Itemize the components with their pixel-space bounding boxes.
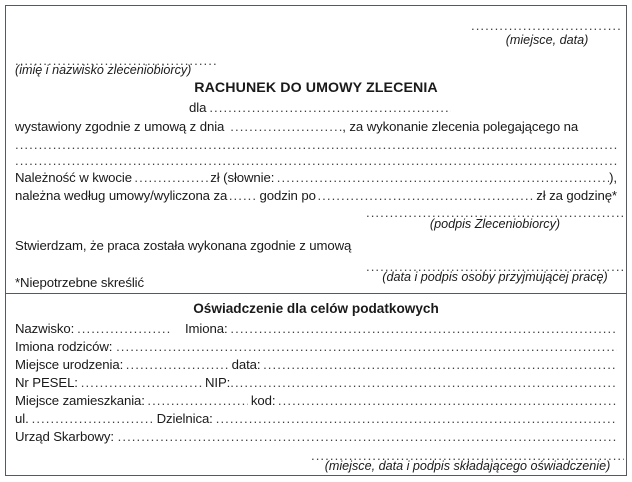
scope-field-1[interactable] bbox=[15, 136, 617, 153]
place-date-field[interactable] bbox=[471, 18, 623, 33]
amount-close-label: ), bbox=[609, 170, 617, 185]
residence-field[interactable] bbox=[147, 392, 248, 409]
pesel-label: Nr PESEL: bbox=[15, 375, 78, 390]
parents-names-field[interactable] bbox=[116, 338, 617, 355]
postal-code-label: kod: bbox=[250, 393, 276, 408]
scope-row-2 bbox=[6, 152, 626, 169]
document-frame bbox=[5, 5, 627, 476]
recipient-label: dla bbox=[189, 100, 207, 115]
surname-names-row bbox=[6, 320, 626, 337]
first-names-field[interactable] bbox=[230, 320, 617, 337]
declaration-section bbox=[6, 293, 626, 475]
recipient-field[interactable] bbox=[209, 99, 451, 116]
tax-office-label: Urząd Skarbowy: bbox=[15, 429, 114, 444]
street-label: ul. bbox=[15, 411, 29, 426]
first-names-label: Imiona: bbox=[184, 321, 228, 336]
footnote-text: *Niepotrzebne skreślić bbox=[15, 275, 144, 290]
scope-row-1 bbox=[6, 136, 626, 153]
hourly-label: należna według umowy/wyliczona za bbox=[15, 188, 228, 203]
birth-date-field[interactable] bbox=[263, 356, 617, 373]
amount-field[interactable] bbox=[134, 169, 207, 186]
issued-row bbox=[6, 118, 626, 135]
work-confirmation-row bbox=[6, 237, 626, 254]
declaration-title: Oświadczenie dla celów podatkowych bbox=[193, 301, 439, 316]
hourly-tail-label: zł za godzinę* bbox=[536, 188, 617, 203]
amount-label: Należność w kwocie bbox=[15, 170, 132, 185]
amount-in-words-field[interactable] bbox=[277, 169, 609, 186]
birth-row bbox=[6, 356, 626, 373]
birth-place-field[interactable] bbox=[126, 356, 229, 373]
pesel-field[interactable] bbox=[81, 374, 202, 391]
hourly-rate-field[interactable] bbox=[317, 187, 534, 204]
surname-field[interactable] bbox=[77, 320, 171, 337]
contractor-signature-caption: (podpis Zleceniobiorcy) bbox=[429, 217, 561, 231]
receipt-section bbox=[6, 6, 626, 293]
district-field[interactable] bbox=[216, 410, 617, 427]
work-confirmation-text: Stwierdzam, że praca została wykonana zgodnie z umową bbox=[15, 238, 352, 253]
hourly-mid-label: godzin po bbox=[259, 188, 316, 203]
district-label: Dzielnica: bbox=[156, 411, 213, 426]
amount-row bbox=[6, 169, 626, 186]
parents-names-row bbox=[6, 338, 626, 355]
parents-names-label: Imiona rodziców: bbox=[15, 339, 113, 354]
hours-count-field[interactable] bbox=[229, 187, 258, 204]
issued-tail-label: , za wykonanie zlecenia polegającego na bbox=[342, 119, 579, 134]
street-field[interactable] bbox=[32, 410, 154, 427]
hourly-row bbox=[6, 187, 626, 204]
place-date-caption: (miejsce, data) bbox=[505, 33, 589, 47]
postal-code-field[interactable] bbox=[278, 392, 617, 409]
declarant-signature-caption: (miejsce, data i podpis składającego oświadczenie) bbox=[324, 459, 611, 473]
amount-currency-label: zł (słownie: bbox=[210, 170, 275, 185]
tax-office-row bbox=[6, 428, 626, 445]
nip-field[interactable] bbox=[230, 374, 617, 391]
surname-label: Nazwisko: bbox=[15, 321, 75, 336]
page-title: RACHUNEK DO UMOWY ZLECENIA bbox=[194, 80, 438, 96]
nip-label: NIP: bbox=[205, 375, 231, 390]
footnote-row bbox=[6, 274, 626, 291]
acceptor-signature-caption: (data i podpis osoby przyjmującej pracę) bbox=[382, 270, 608, 284]
birth-date-label: data: bbox=[231, 357, 261, 372]
contractor-name-caption: (imię i nazwisko zleceniobiorcy) bbox=[15, 63, 192, 77]
residence-row bbox=[6, 392, 626, 409]
pesel-nip-row bbox=[6, 374, 626, 391]
contract-date-field[interactable] bbox=[230, 118, 342, 135]
tax-office-field[interactable] bbox=[118, 428, 617, 445]
issued-label: wystawiony zgodnie z umową z dnia bbox=[15, 119, 225, 134]
birth-place-label: Miejsce urodzenia: bbox=[15, 357, 124, 372]
scope-field-2[interactable] bbox=[15, 152, 617, 169]
street-district-row bbox=[6, 410, 626, 427]
residence-label: Miejsce zamieszkania: bbox=[15, 393, 145, 408]
recipient-row bbox=[6, 99, 626, 116]
